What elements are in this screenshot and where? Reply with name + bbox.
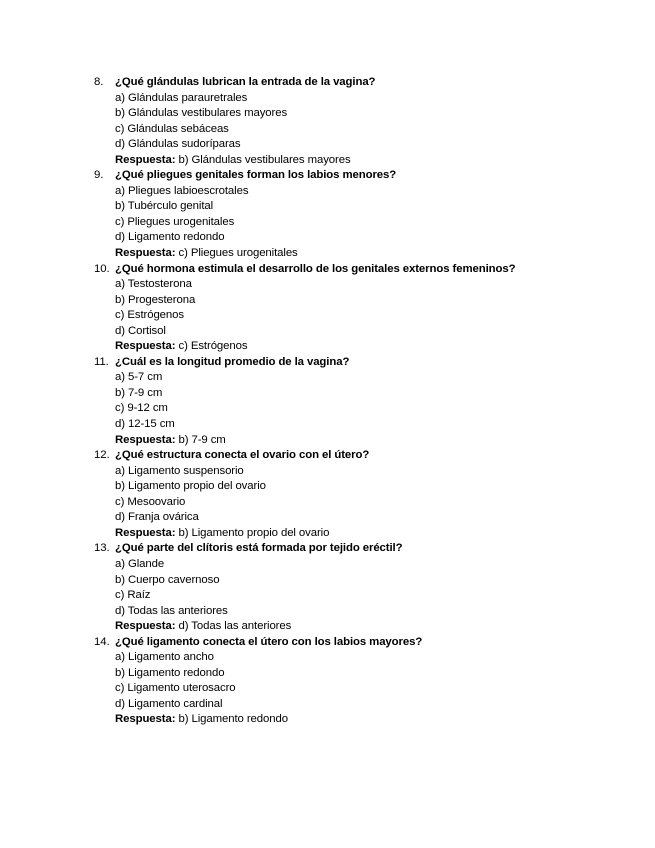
option-line [0, 106, 655, 122]
option-line [0, 588, 655, 604]
option-line [0, 386, 655, 402]
answer [115, 246, 298, 262]
option-a: a) Ligamento suspensorio [115, 464, 244, 477]
option-line [0, 495, 655, 511]
option-c: c) Raíz [115, 589, 151, 602]
answer-line [0, 246, 655, 262]
question-text: ¿Qué estructura conecta el ovario con el útero? [115, 449, 370, 462]
answer-line [0, 619, 655, 635]
question-text: ¿Qué parte del clítoris está formada por tejido eréctil? [115, 542, 403, 555]
question-text: ¿Qué ligamento conecta el útero con los labios mayores? [115, 635, 423, 648]
option-b: b) Ligamento propio del ovario [115, 480, 266, 493]
question-line [0, 541, 655, 557]
option-c: c) Estrógenos [115, 309, 184, 322]
question-line [0, 75, 655, 91]
question-text: ¿Qué hormona estimula el desarrollo de los genitales externos femeninos? [115, 262, 516, 275]
question-item [0, 541, 655, 634]
question-number: 10. [94, 262, 110, 275]
option-line [0, 137, 655, 153]
answer-label: Respuesta: [115, 247, 176, 260]
answer-label: Respuesta: [115, 713, 176, 726]
question-number: 8. [94, 76, 104, 88]
answer-line [0, 712, 655, 728]
question-line [0, 262, 655, 278]
answer-value: b) Ligamento propio del ovario [178, 526, 330, 539]
option-line [0, 215, 655, 231]
answer-line [0, 526, 655, 542]
question-number: 14. [94, 635, 110, 648]
option-b: b) Progesterona [115, 293, 196, 306]
answer [115, 153, 351, 169]
option-a: a) Testosterona [115, 278, 192, 291]
option-line [0, 557, 655, 573]
option-line [0, 681, 655, 697]
option-line [0, 91, 655, 107]
option-b: b) 7-9 cm [115, 386, 163, 399]
answer [115, 526, 329, 542]
option-line [0, 230, 655, 246]
option-a: a) Pliegues labioescrotales [115, 184, 249, 197]
question-number: 12. [94, 449, 110, 462]
question-line [0, 168, 655, 184]
question-text: ¿Qué pliegues genitales forman los labios menores? [115, 169, 397, 182]
answer [115, 433, 226, 449]
question-line [0, 448, 655, 464]
answer-label: Respuesta: [115, 620, 176, 633]
option-d: d) Ligamento redondo [115, 231, 225, 244]
option-b: b) Tubérculo genital [115, 200, 214, 213]
option-c: c) Glándulas sebáceas [115, 122, 229, 135]
option-line [0, 184, 655, 200]
option-d: d) Franja ovárica [115, 511, 199, 524]
option-line [0, 650, 655, 666]
option-line [0, 464, 655, 480]
question-line [0, 355, 655, 371]
option-d: d) Cortisol [115, 324, 166, 337]
question-item [0, 262, 655, 355]
option-line [0, 604, 655, 620]
answer-line [0, 339, 655, 355]
answer-label: Respuesta: [115, 433, 176, 446]
option-c: c) Pliegues urogenitales [115, 215, 235, 228]
option-line [0, 573, 655, 589]
answer-line [0, 433, 655, 449]
option-a: a) Glándulas parauretrales [115, 91, 248, 104]
option-b: b) Ligamento redondo [115, 666, 225, 679]
question-item [0, 168, 655, 261]
question-line [0, 635, 655, 651]
option-line [0, 510, 655, 526]
option-a: a) Ligamento ancho [115, 651, 214, 664]
question-number: 9. [94, 169, 104, 182]
question-item [0, 75, 655, 168]
option-line [0, 479, 655, 495]
answer-value: c) Pliegues urogenitales [178, 247, 298, 260]
question-text: ¿Cuál es la longitud promedio de la vagina? [115, 355, 350, 368]
answer-value: b) 7-9 cm [178, 433, 226, 446]
option-line [0, 199, 655, 215]
question-text: ¿Qué glándulas lubrican la entrada de la vagina? [115, 76, 376, 88]
option-c: c) 9-12 cm [115, 402, 168, 415]
answer-line [0, 153, 655, 169]
option-a: a) 5-7 cm [115, 371, 163, 384]
option-line [0, 293, 655, 309]
question-item [0, 635, 655, 728]
answer-label: Respuesta: [115, 526, 176, 539]
question-number: 11. [94, 355, 109, 368]
option-d: d) Todas las anteriores [115, 604, 228, 617]
answer [115, 339, 247, 355]
answer-value: c) Estrógenos [178, 340, 248, 353]
option-line [0, 697, 655, 713]
option-line [0, 401, 655, 417]
option-line [0, 122, 655, 138]
answer [115, 619, 291, 635]
answer-value: d) Todas las anteriores [178, 620, 292, 633]
option-d: d) 12-15 cm [115, 418, 175, 431]
answer-value: b) Glándulas vestibulares mayores [178, 153, 351, 166]
answer-value: b) Ligamento redondo [178, 713, 288, 726]
option-a: a) Glande [115, 557, 165, 570]
question-item [0, 355, 655, 448]
option-b: b) Cuerpo cavernoso [115, 573, 220, 586]
question-list [0, 75, 655, 728]
question-number: 13. [94, 542, 110, 555]
option-line [0, 277, 655, 293]
answer-label: Respuesta: [115, 153, 176, 166]
option-b: b) Glándulas vestibulares mayores [115, 107, 288, 120]
option-c: c) Mesoovario [115, 495, 186, 508]
option-c: c) Ligamento uterosacro [115, 682, 236, 695]
option-line [0, 308, 655, 324]
option-d: d) Ligamento cardinal [115, 697, 223, 710]
question-item [0, 448, 655, 541]
option-line [0, 370, 655, 386]
answer [115, 712, 288, 728]
option-line [0, 666, 655, 682]
option-line [0, 324, 655, 340]
option-d: d) Glándulas sudoríparas [115, 138, 241, 151]
option-line [0, 417, 655, 433]
answer-label: Respuesta: [115, 340, 176, 353]
